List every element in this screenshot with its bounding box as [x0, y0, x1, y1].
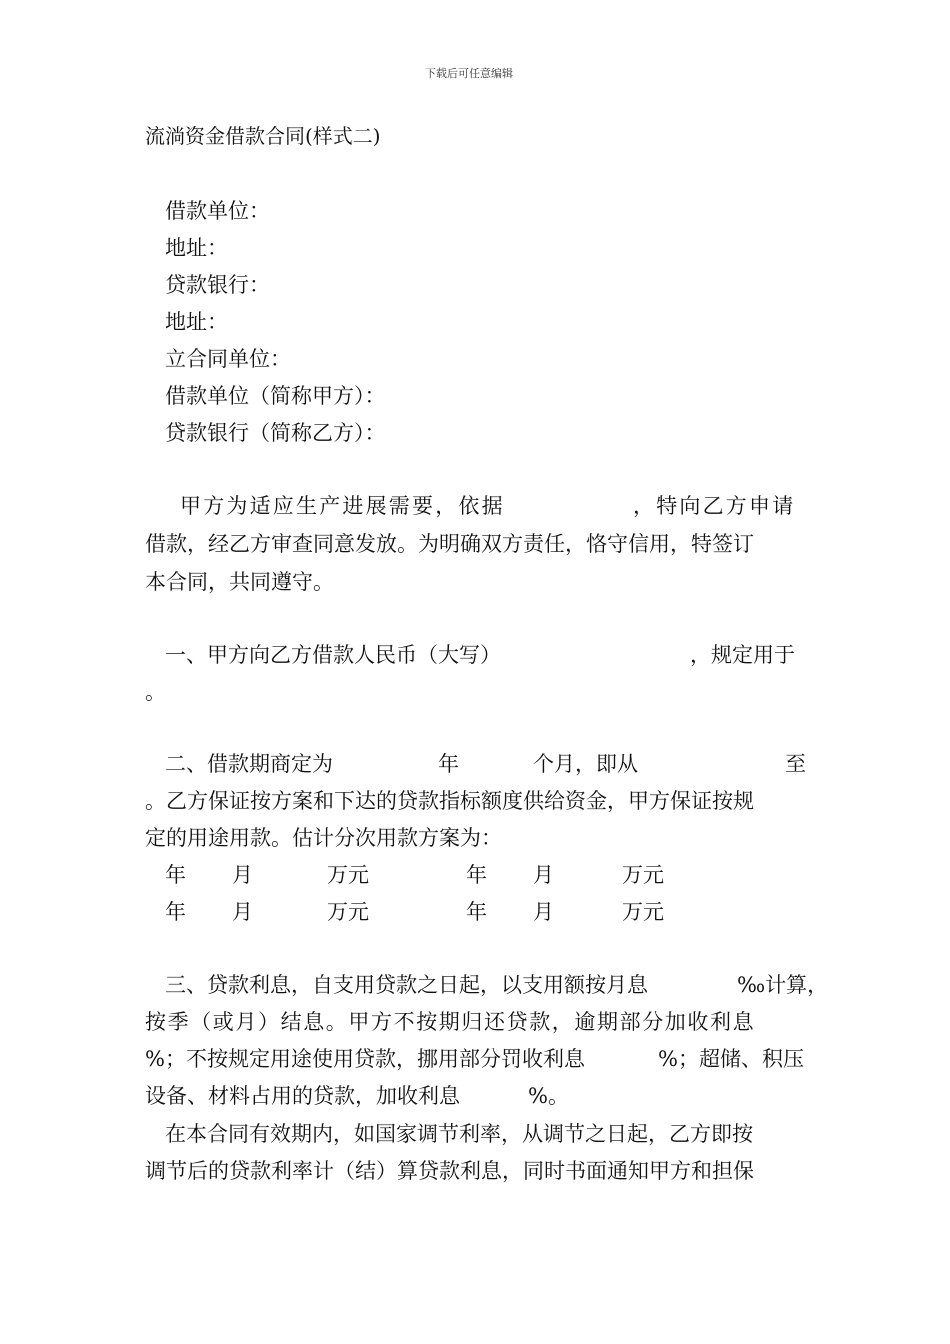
field-borrower: 借款单位：	[165, 199, 270, 223]
field-lender-address: 地址：	[165, 310, 228, 334]
page-header-note: 下载后可任意编辑	[425, 67, 513, 80]
field-lender-bank: 贷款银行：	[165, 273, 270, 297]
field-party-b: 贷款银行（简称乙方）：	[165, 421, 386, 445]
document-title: 流淌资金借款合同(样式二)	[145, 124, 381, 148]
field-contract-party: 立合同单位：	[165, 347, 291, 371]
field-party-a: 借款单位（简称甲方）：	[165, 384, 386, 408]
field-borrower-address: 地址：	[165, 236, 228, 260]
